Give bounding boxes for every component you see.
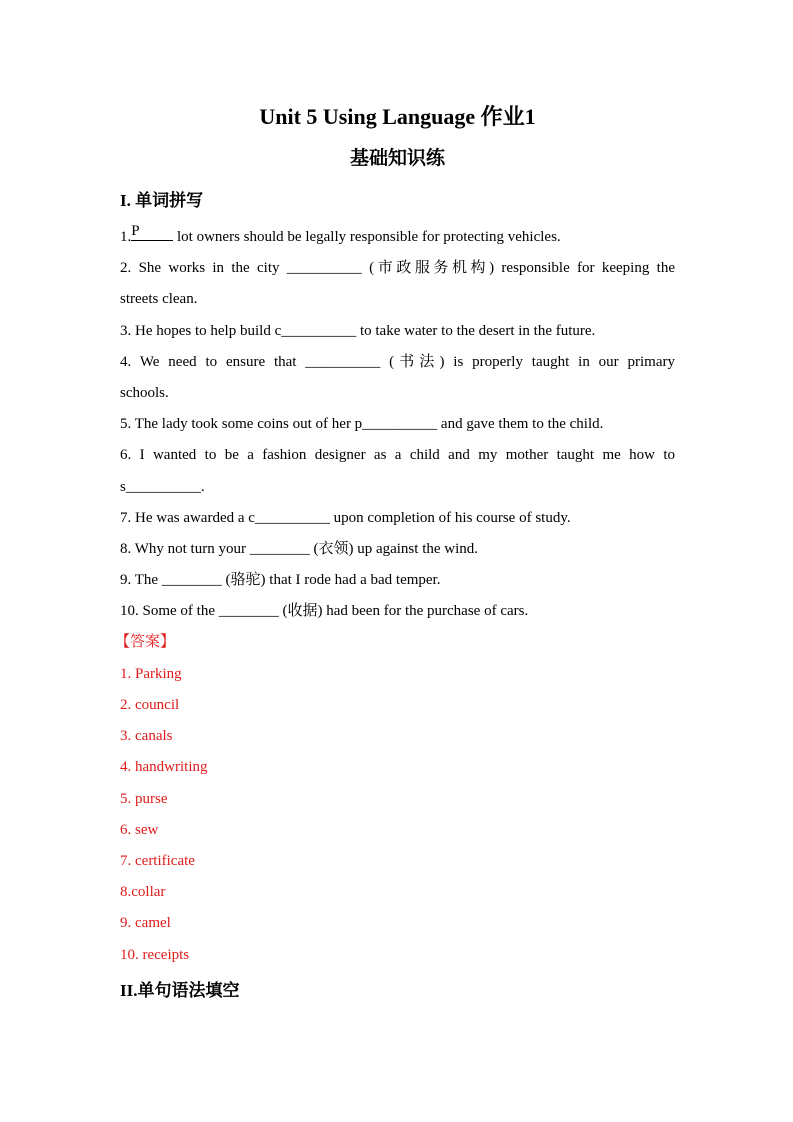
question-9: 9. The ________ (骆驼) that I rode had a bad temper. [120,572,441,588]
answer-item: 9. camel [120,915,171,931]
question-8: 8. Why not turn your ________ (衣领) up against the wind. [120,541,479,557]
question-2-line-2: streets clean. [120,291,198,307]
section-2-heading [120,978,239,1004]
answer-item: 6. sew [120,822,159,838]
question-10: 10. Some of the ________ (收据) had been for the purchase of cars. [120,603,529,619]
answer-item: 1. Parking [120,666,182,682]
question-5: 5. The lady took some coins out of her p__________ and gave them to the child. [120,416,604,432]
question-1-text: lot owners should be legally responsible for protecting vehicles. [173,229,561,245]
question-6-line-1: 6. I wanted to be a fashion designer as a child and my mother taught me how to [120,447,675,463]
section-2-title: 单句语法填空 [137,981,240,1001]
question-7: 7. He was awarded a c__________ upon completion of his course of study. [120,510,571,526]
answer-item: 7. certificate [120,853,195,869]
section-1-number: I. [120,191,131,210]
question-1-letter: P [131,223,140,239]
question-2-line-1: 2. She works in the city __________ (市政服务机构) responsible for keeping the [120,260,675,276]
answer-item: 2. council [120,697,180,713]
answer-item: 3. canals [120,728,173,744]
answer-item: 10. receipts [120,947,190,963]
section-1-heading [120,188,203,214]
question-1 [120,225,675,249]
answer-item: 8.collar [120,884,166,900]
section-2-number: II. [120,981,138,1000]
question-1-blank [131,223,173,241]
answer-item: 5. purse [120,791,168,807]
page-title: Unit 5 Using Language 作业1 [259,104,536,129]
question-6-line-2: s__________. [120,479,205,495]
question-1-prefix: 1. [120,229,132,245]
question-3: 3. He hopes to help build c__________ to take water to the desert in the future. [120,323,596,339]
section-1-title: 单词拼写 [135,191,204,211]
answer-item: 4. handwriting [120,759,208,775]
answer-label: 【答案】 [115,634,176,650]
page-subtitle: 基础知识练 [349,147,445,169]
question-4-line-1: 4. We need to ensure that __________ (书法) is properly taught in our primary [120,354,675,370]
question-4-line-2: schools. [120,385,169,401]
